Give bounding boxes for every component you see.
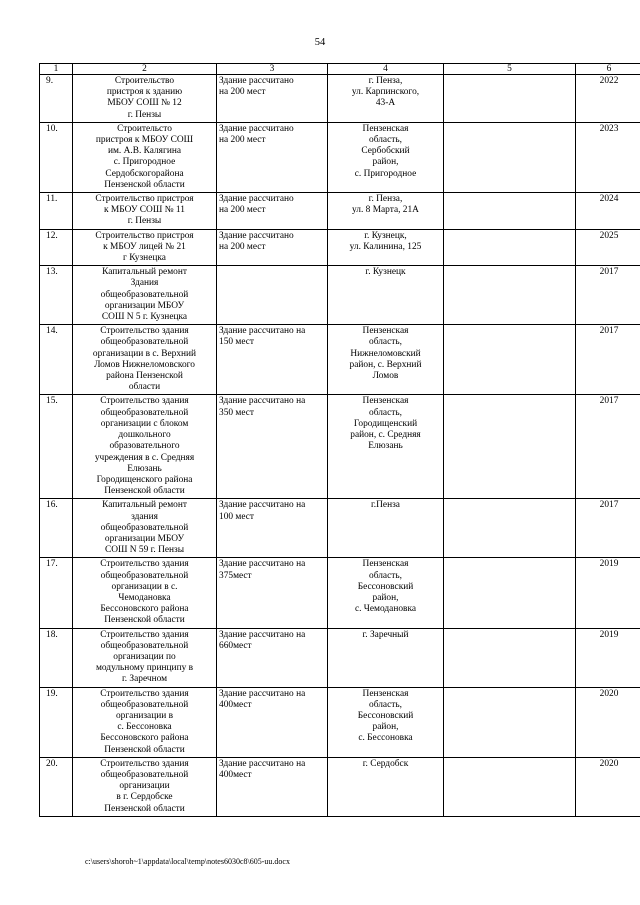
location-cell: г. Кузнецк (328, 266, 444, 325)
year-cell: 2017 (576, 499, 640, 558)
year-cell: 2020 (576, 687, 640, 757)
year-cell: 2023 (576, 122, 640, 192)
year-cell: 2025 (576, 229, 640, 266)
row-number-cell: 12. (40, 229, 73, 266)
row-number-cell: 10. (40, 122, 73, 192)
table-row (40, 499, 640, 558)
table-row (40, 325, 640, 395)
row-number-cell: 18. (40, 628, 73, 687)
header-col-1: 1 (40, 64, 73, 75)
empty-cell (444, 266, 576, 325)
capacity-cell: Здание рассчитано на 200 мест (217, 75, 328, 123)
empty-cell (444, 395, 576, 499)
capacity-cell: Здание рассчитано на 350 мест (217, 395, 328, 499)
year-cell: 2022 (576, 75, 640, 123)
year-cell: 2024 (576, 193, 640, 230)
capacity-cell: Здание рассчитано на 200 мест (217, 122, 328, 192)
empty-cell (444, 122, 576, 192)
objects-table (39, 63, 640, 817)
capacity-cell: Здание рассчитано на 400мест (217, 757, 328, 816)
empty-cell (444, 193, 576, 230)
capacity-cell: Здание рассчитано на 375мест (217, 558, 328, 628)
capacity-cell: Здание рассчитано на 400мест (217, 687, 328, 757)
table-row (40, 193, 640, 230)
year-cell: 2017 (576, 395, 640, 499)
year-cell: 2019 (576, 558, 640, 628)
object-name-cell: Строительство здания общеобразовательной организации по модульному принципу в г. Заречном (73, 628, 217, 687)
row-number-cell: 9. (40, 75, 73, 123)
row-number-cell: 20. (40, 757, 73, 816)
location-cell: г. Заречный (328, 628, 444, 687)
table-row (40, 558, 640, 628)
header-row (40, 64, 640, 75)
object-name-cell: Строительство здания общеобразовательной организации в с. Бессоновка Бессоновского района Пензенской области (73, 687, 217, 757)
capacity-cell: Здание рассчитано на 150 мест (217, 325, 328, 395)
object-name-cell: Строительство пристроя к МБОУ лицей № 21 г Кузнецка (73, 229, 217, 266)
empty-cell (444, 628, 576, 687)
table-row (40, 395, 640, 499)
empty-cell (444, 325, 576, 395)
capacity-cell: Здание рассчитано на 200 мест (217, 229, 328, 266)
row-number-cell: 13. (40, 266, 73, 325)
object-name-cell: Строительство здания общеобразовательной организации в с. Верхний Ломов Нижнеломовского района Пензенской области (73, 325, 217, 395)
table-row (40, 266, 640, 325)
header-col-3: 3 (217, 64, 328, 75)
table-row (40, 687, 640, 757)
row-number-cell: 19. (40, 687, 73, 757)
row-number-cell: 17. (40, 558, 73, 628)
object-name-cell: Строительсто пристроя к МБОУ СОШ им. А.В. Калягина с. Пригородное Сердобскогорайона Пензенской области (73, 122, 217, 192)
object-name-cell: Капитальный ремонт здания общеобразовательной организации МБОУ СОШ N 59 г. Пензы (73, 499, 217, 558)
object-name-cell: Капитальный ремонт Здания общеобразовательной организации МБОУ СОШ N 5 г. Кузнецка (73, 266, 217, 325)
capacity-cell: Здание рассчитано на 660мест (217, 628, 328, 687)
location-cell: г. Кузнецк, ул. Калинина, 125 (328, 229, 444, 266)
empty-cell (444, 687, 576, 757)
location-cell: Пензенская область, Сербобский район, с. Пригородное (328, 122, 444, 192)
location-cell: г. Пенза, ул. 8 Марта, 21А (328, 193, 444, 230)
header-col-5: 5 (444, 64, 576, 75)
table-row (40, 75, 640, 123)
object-name-cell: Строительство здания общеобразовательной организации в с. Чемодановка Бессоновского района Пензенской области (73, 558, 217, 628)
capacity-cell: Здание рассчитано на 100 мест (217, 499, 328, 558)
empty-cell (444, 499, 576, 558)
empty-cell (444, 229, 576, 266)
header-col-2: 2 (73, 64, 217, 75)
row-number-cell: 15. (40, 395, 73, 499)
year-cell: 2017 (576, 266, 640, 325)
object-name-cell: Строительство пристроя к зданию МБОУ СОШ № 12 г. Пензы (73, 75, 217, 123)
empty-cell (444, 558, 576, 628)
empty-cell (444, 757, 576, 816)
row-number-cell: 14. (40, 325, 73, 395)
table-row (40, 628, 640, 687)
year-cell: 2019 (576, 628, 640, 687)
header-col-6: 6 (576, 64, 640, 75)
table-row (40, 229, 640, 266)
header-col-4: 4 (328, 64, 444, 75)
object-name-cell: Строительство пристроя к МБОУ СОШ № 11 г. Пензы (73, 193, 217, 230)
object-name-cell: Строительство здания общеобразовательной организации в г. Сердобске Пензенской области (73, 757, 217, 816)
empty-cell (444, 75, 576, 123)
object-name-cell: Строительство здания общеобразовательной организации с блоком дошкольного образовательного учреждения в с. Средняя Елюзань Городищенского района Пензенской области (73, 395, 217, 499)
location-cell: г. Пенза, ул. Карпинского, 43-А (328, 75, 444, 123)
page-number: 54 (314, 37, 326, 48)
location-cell: г. Сердобск (328, 757, 444, 816)
capacity-cell: Здание рассчитано на 200 мест (217, 193, 328, 230)
location-cell: г.Пенза (328, 499, 444, 558)
file-path-footer: c:\users\shoroh~1\appdata\local\temp\notes6030c8\605-uu.docx (85, 857, 290, 866)
location-cell: Пензенская область, Нижнеломовский район, с. Верхний Ломов (328, 325, 444, 395)
row-number-cell: 16. (40, 499, 73, 558)
year-cell: 2020 (576, 757, 640, 816)
capacity-cell (217, 266, 328, 325)
location-cell: Пензенская область, Бессоновский район, с. Бессоновка (328, 687, 444, 757)
table-row (40, 122, 640, 192)
location-cell: Пензенская область, Бессоновский район, с. Чемодановка (328, 558, 444, 628)
row-number-cell: 11. (40, 193, 73, 230)
table-row (40, 757, 640, 816)
location-cell: Пензенская область, Городищенский район, с. Средняя Елюзань (328, 395, 444, 499)
year-cell: 2017 (576, 325, 640, 395)
